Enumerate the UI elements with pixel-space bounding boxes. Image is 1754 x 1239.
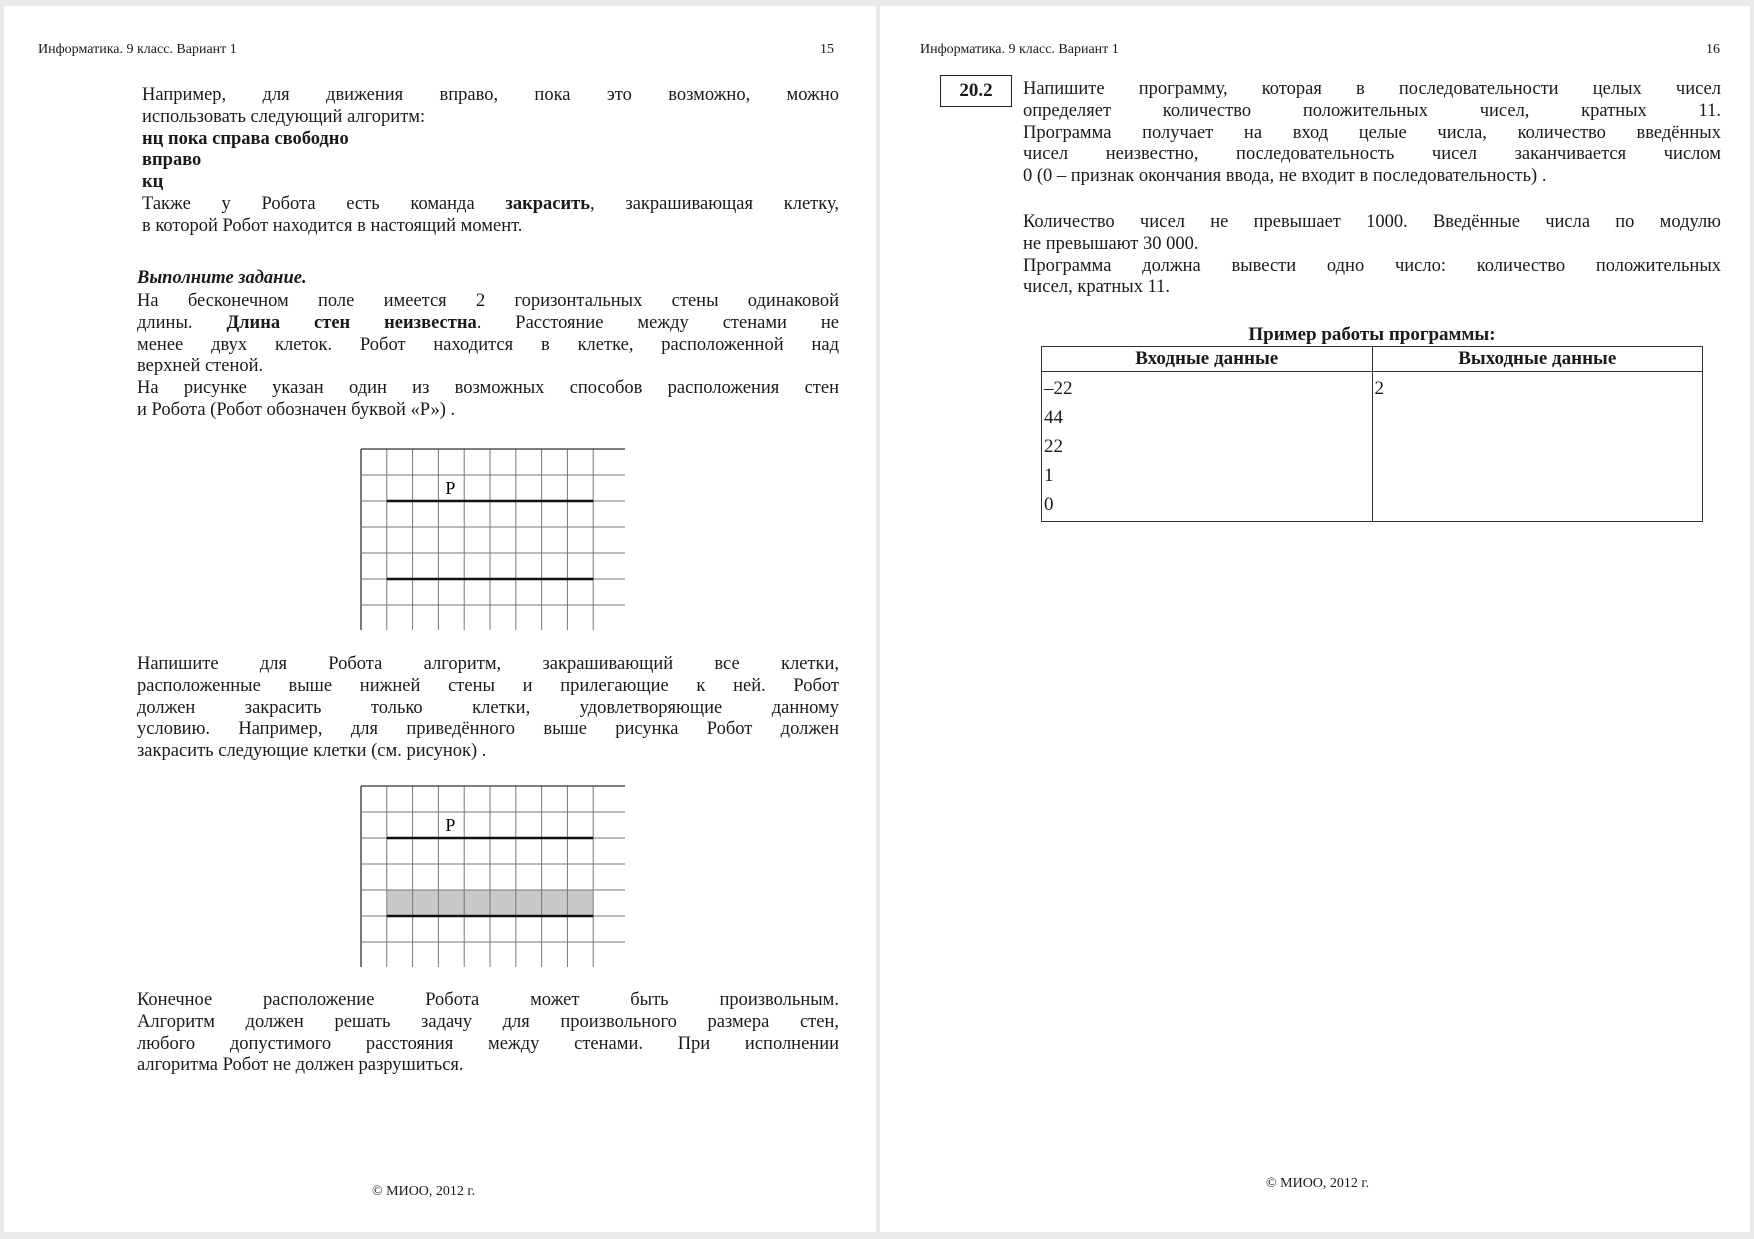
text-line: алгоритма Робот не должен разрушиться. <box>137 1055 464 1076</box>
task-constraints <box>1023 212 1721 299</box>
output-cell <box>1372 372 1703 522</box>
text-line: использовать следующий алгоритм: <box>142 106 426 127</box>
input-value: 22 <box>1044 436 1063 457</box>
text-line: закрасить следующие клетки (см. рисунок) . <box>137 741 487 762</box>
text-line: Например, для движения вправо, пока это возможно, можно <box>142 85 839 105</box>
text-line: На рисунке указан один из возможных способов расположения стен <box>137 378 839 399</box>
example-table <box>1041 346 1703 522</box>
robot-field-figure-1 <box>358 444 628 630</box>
table-header-row <box>1042 347 1703 372</box>
input-cell <box>1042 372 1373 522</box>
text-line: в которой Робот находится в настоящий момент. <box>142 215 523 236</box>
text-line: не превышают 30 000. <box>1023 233 1199 254</box>
example-title: Пример работы программы: <box>1248 324 1496 345</box>
text-line: Алгоритм должен решать задачу для произвольного размера стен, <box>137 1011 839 1032</box>
code-line: нц пока справа свободно <box>142 128 349 149</box>
text-line: определяет количество положительных чисел, кратных 11. <box>1023 100 1721 121</box>
right-page <box>880 6 1750 1232</box>
text-line: Программа должна вывести одно число: количество положительных <box>1023 255 1721 276</box>
task-number-box: 20.2 <box>940 75 1012 107</box>
text-line: Программа получает на вход целые числа, количество введённых <box>1023 122 1721 143</box>
text-line: и Робота (Робот обозначен буквой «Р») . <box>137 399 456 420</box>
left-page <box>4 6 876 1232</box>
robot-marker: Р <box>445 478 456 498</box>
paragraph-conditions <box>137 990 839 1077</box>
paragraph-example-intro <box>142 85 839 238</box>
text-line: Конечное расположение Робота может быть произвольным. <box>137 990 839 1010</box>
paragraph-algorithm-task <box>137 654 839 763</box>
robot-field-figure-2 <box>358 781 628 967</box>
text-line: На бесконечном поле имеется 2 горизонтальных стены одинаковой <box>137 291 839 311</box>
task-description <box>1023 79 1721 188</box>
text-line: Также у Робота есть команда закрасить, закрашивающая клетку, <box>142 193 839 214</box>
input-value: 44 <box>1044 407 1063 428</box>
input-value: 0 <box>1044 494 1054 515</box>
paragraph-task <box>137 291 839 422</box>
text-line: Напишите программу, которая в последовательности целых чисел <box>1023 79 1721 99</box>
task-heading: Выполните задание. <box>137 268 307 288</box>
text-line: чисел неизвестно, последовательность чисел заканчивается числом <box>1023 144 1721 165</box>
code-line: вправо <box>142 150 202 171</box>
table-row <box>1042 372 1703 522</box>
page-footer: © МИОО, 2012 г. <box>372 1184 476 1199</box>
column-header-output: Выходные данные <box>1372 347 1703 372</box>
text-line: условию. Например, для приведённого выше рисунка Робот должен <box>137 719 839 740</box>
text-line: Количество чисел не превышает 1000. Введённые числа по модулю <box>1023 212 1721 232</box>
page-footer: © МИОО, 2012 г. <box>1266 1176 1370 1191</box>
text-line: менее двух клеток. Робот находится в клетке, расположенной над <box>137 334 839 355</box>
text-line: должен закрасить только клетки, удовлетворяющие данному <box>137 697 839 718</box>
text-line: расположенные выше нижней стены и прилегающие к ней. Робот <box>137 675 839 696</box>
robot-marker: Р <box>445 815 456 835</box>
text-line: длины. Длина стен неизвестна. Расстояние между стенами не <box>137 312 839 333</box>
page-number: 15 <box>820 42 834 57</box>
text-line: верхней стеной. <box>137 356 264 377</box>
text-line: чисел, кратных 11. <box>1023 277 1171 298</box>
output-value: 2 <box>1374 378 1384 399</box>
input-value: –22 <box>1044 378 1073 399</box>
page-header: Информатика. 9 класс. Вариант 1 <box>38 42 237 57</box>
input-value: 1 <box>1044 465 1054 486</box>
page-header: Информатика. 9 класс. Вариант 1 <box>920 42 1119 57</box>
text-line: 0 (0 – признак окончания ввода, не входит в последовательность) . <box>1023 166 1547 187</box>
text-line: Напишите для Робота алгоритм, закрашивающий все клетки, <box>137 654 839 674</box>
page-number: 16 <box>1706 42 1720 57</box>
code-line: кц <box>142 172 164 193</box>
text-line: любого допустимого расстояния между стенами. При исполнении <box>137 1033 839 1054</box>
column-header-input: Входные данные <box>1042 347 1373 372</box>
